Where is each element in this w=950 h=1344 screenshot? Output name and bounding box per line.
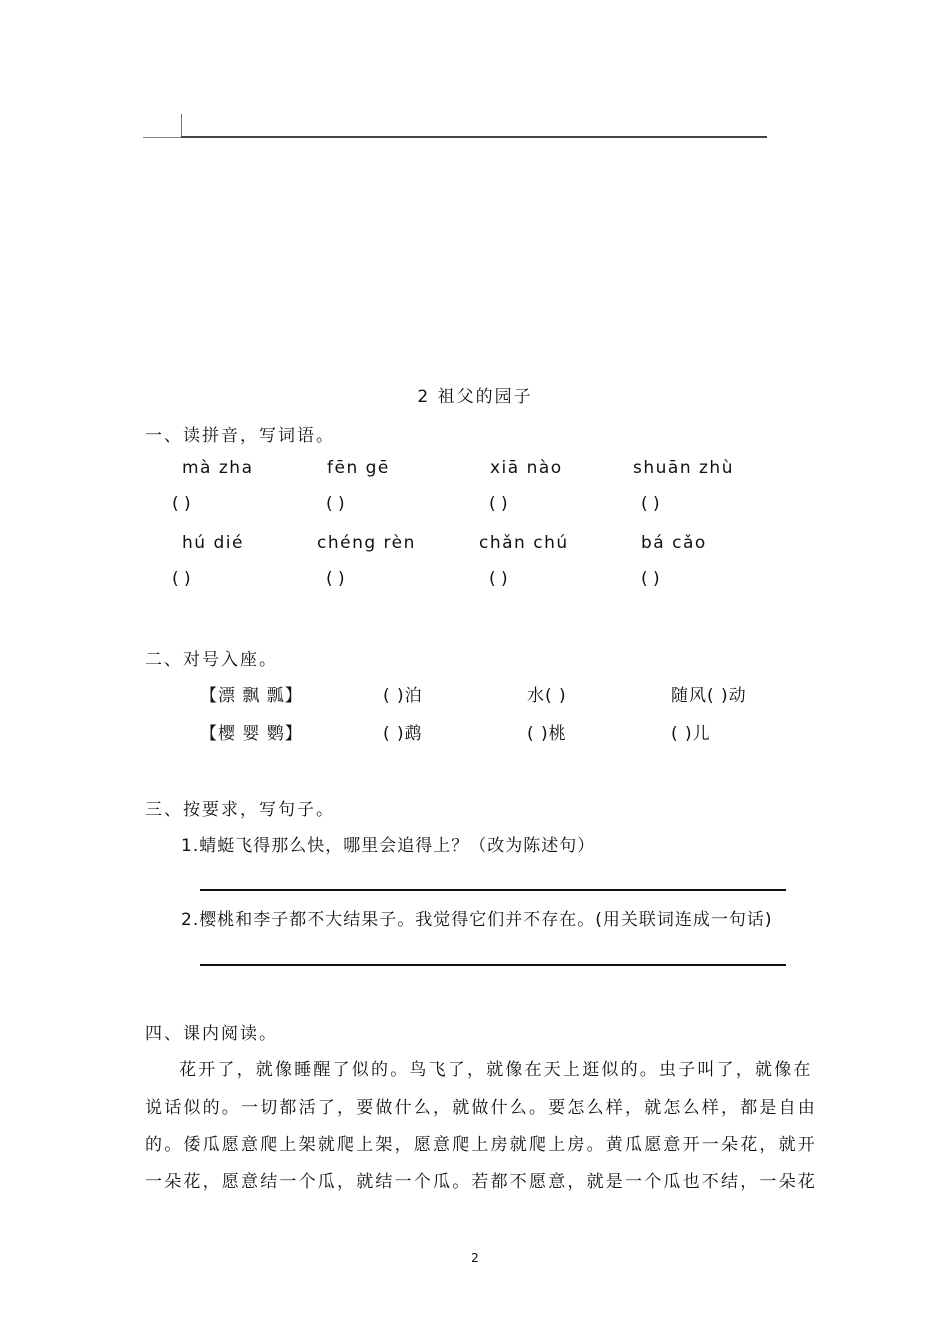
pinyin-item: shuān zhù [633, 458, 734, 478]
section2-heading: 二、对号入座。 [145, 650, 278, 670]
pinyin-item: bá cǎo [641, 533, 707, 553]
reading-passage-line: 花开了，就像睡醒了似的。鸟飞了，就像在天上逛似的。虫子叫了，就像在 [179, 1060, 813, 1080]
section4-heading: 四、课内阅读。 [145, 1024, 278, 1044]
page-title: 2 祖父的园子 [417, 387, 533, 407]
pinyin-item: chǎn chú [479, 533, 569, 553]
answer-blank[interactable]: ( ) [326, 569, 345, 589]
pinyin-item: fēn gē [327, 458, 390, 478]
answer-blank[interactable]: ( ) [641, 569, 660, 589]
fill-item[interactable]: 水( ) [527, 686, 567, 706]
answer-blank[interactable]: ( ) [489, 494, 508, 514]
header-rule [181, 136, 767, 138]
char-options: 【樱 婴 鹦】 [200, 724, 303, 744]
section1-heading: 一、读拼音，写词语。 [145, 426, 335, 446]
pinyin-item: hú dié [182, 533, 244, 553]
pinyin-item: chéng rèn [317, 533, 416, 553]
header-rule-left [143, 137, 181, 138]
question-2: 2.樱桃和李子都不大结果子。我觉得它们并不存在。(用关联词连成一句话) [181, 910, 773, 930]
fill-item[interactable]: ( )泊 [383, 686, 423, 706]
reading-passage-line: 一朵花，愿意结一个瓜，就结一个瓜。若都不愿意，就是一个瓜也不结，一朵花 [145, 1172, 817, 1192]
answer-blank[interactable]: ( ) [172, 494, 191, 514]
page-number: 2 [471, 1251, 479, 1265]
fill-item[interactable]: ( )鹉 [383, 724, 423, 744]
answer-blank[interactable]: ( ) [326, 494, 345, 514]
char-options: 【漂 飘 瓢】 [200, 686, 303, 706]
question-1: 1.蜻蜓飞得那么快，哪里会追得上？（改为陈述句） [181, 836, 596, 856]
header-corner-mark [181, 114, 182, 138]
pinyin-item: mà zha [182, 458, 254, 478]
reading-passage-line: 的。倭瓜愿意爬上架就爬上架，愿意爬上房就爬上房。黄瓜愿意开一朵花，就开 [145, 1135, 817, 1155]
answer-blank[interactable]: ( ) [489, 569, 508, 589]
answer-line[interactable] [200, 964, 786, 966]
fill-item[interactable]: ( )桃 [527, 724, 567, 744]
section3-heading: 三、按要求，写句子。 [145, 800, 335, 820]
reading-passage-line: 说话似的。一切都活了，要做什么，就做什么。要怎么样，就怎么样，都是自由 [145, 1098, 817, 1118]
pinyin-item: xiā nào [490, 458, 563, 478]
fill-item[interactable]: ( )儿 [671, 724, 711, 744]
answer-line[interactable] [200, 889, 786, 891]
answer-blank[interactable]: ( ) [172, 569, 191, 589]
fill-item[interactable]: 随风( )动 [671, 686, 747, 706]
answer-blank[interactable]: ( ) [641, 494, 660, 514]
